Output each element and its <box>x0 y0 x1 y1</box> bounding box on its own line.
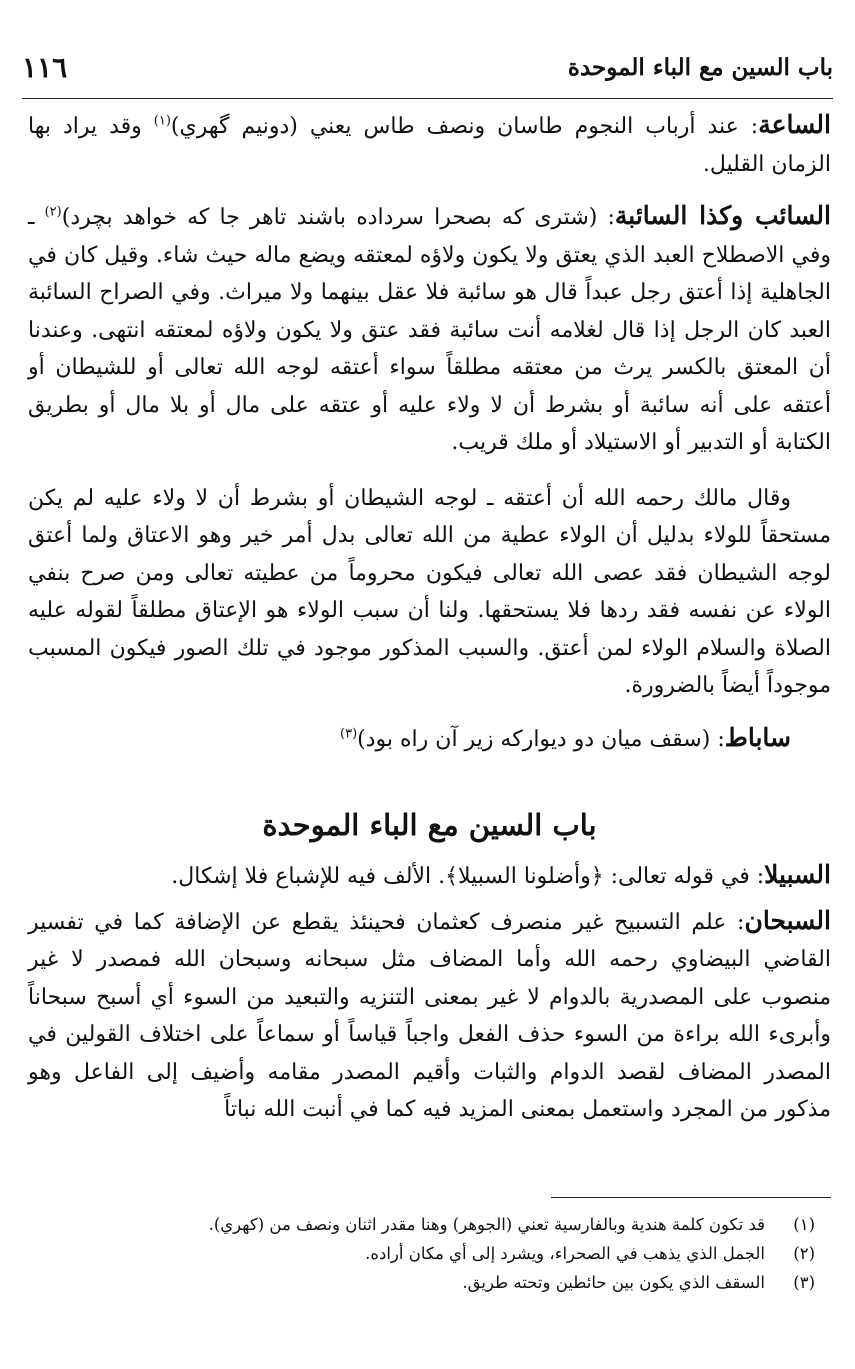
page-header <box>22 36 833 99</box>
entry-term: ساباط <box>724 722 791 752</box>
footnote-text: قد تكون كلمة هندية وبالفارسية تعني (الجوهر) وهنا مقدر اثنان ونصف من (كهري). <box>208 1215 765 1234</box>
footnote-ref: (٢) <box>44 204 62 220</box>
entry-text: وقد يراد بها الزمان القليل. <box>28 114 831 177</box>
malik-paragraph: وقال مالك رحمه الله أن أعتقه ـ لوجه الشيطان أو بشرط أن لا ولاء عليه لم يكن مستحقاً للولاء بدليل أن الولاء عطية من الله تعالى بدل أمر خير وهو الاعتاق ولما أعتق لوجه الشيطان فقد عصى الله تعالى فيكون محروماً من عطيته تعالى ومن صرح بنفي الولاء عن نفسه فقد ردها فلا يستحقها. ولنا أن سبب الولاء هو الإعتاق مطلقاً لقوله عليه الصلاة والسلام الولاء لمن أعتق. والسبب المذكور موجود في تلك الصور فيكون المسبب موجوداً أيضاً بالضرورة. <box>28 485 831 698</box>
page-number: ١١٦ <box>22 50 68 84</box>
footnote-number: (٢) <box>793 1244 815 1263</box>
entry-saib <box>28 197 831 462</box>
entry-text: : (سقف ميان دو ديواركه زير آن راه بود) <box>357 726 725 752</box>
footnote-item <box>28 1239 815 1268</box>
footnote-item <box>28 1210 815 1239</box>
entry-saa <box>28 106 831 183</box>
page-body <box>28 106 831 1129</box>
entry-text: : علم التسبيح غير منصرف كعثمان فحينئذ يقطع عن الإضافة كما في تفسير القاضي البيضاوي رحمه الله وأما المضاف مثل سبحانه وسبحان الله فمصدر لا غير منصوب على المصدرية بالدوام لا غير بمعنى التنزيه والتبعيد من السوء أي أسبح سبحاناً وأبرىء الله براءة من السوء حذف الفعل واجباً قياساً أو سماعاً على اختلاف القولين في المصدر المضاف لقصد الدوام والثبات وأقيم المصدر مقامه وأضيف إلى الفاعل وهو مذكور من المجرد واستعمل بمعنى المزيد فيه كما في أنبت الله نباتاً <box>28 909 831 1122</box>
entry-text: : (شترى كه بصحرا سرداده باشند تاهر جا كه خواهد بچرد) <box>61 205 615 230</box>
entry-term: الساعة <box>758 110 831 139</box>
footnote-ref: (١) <box>153 113 171 129</box>
footnote-text: السقف الذي يكون بين حائطين وتحته طريق. <box>462 1273 765 1292</box>
entry-sabila <box>28 856 831 896</box>
footnotes <box>28 1210 815 1297</box>
footnote-divider <box>551 1197 831 1198</box>
section-heading: باب السين مع الباء الموحدة <box>262 808 597 842</box>
entry-text: : عند أرباب النجوم طاسان ونصف طاس يعني (دونيم گهري) <box>170 114 759 139</box>
footnote-item <box>28 1268 815 1297</box>
entry-text: ـ وفي الاصطلاح العبد الذي يعتق ولا يكون ولاؤه لمعتقه ويضع ماله حيث شاء. وقيل كان في الجاهلية إذا أعتق رجل عبداً قال هو سائبة فلا عقل بينهما ولا ميراث. وفي الصراح السائبة العبد كان الرجل إذا قال لغلامه أنت سائبة فقد عتق ولا يكون ولاؤه لمعتقه انتهى. وعندنا أن المعتق بالكسر يرث من معتقه مطلقاً سواء أعتقه لوجه الله تعالى أو للشيطان أو أعتقه على أنه سائبة أو بشرط أن لا ولاء عليه أو عتقه على مال أو بلا مال أو بطريق الكتابة أو التدبير أو الاستيلاد أو ملك قريب. <box>28 205 831 455</box>
entry-subhan <box>28 902 831 1129</box>
footnote-text: الجمل الذي يذهب في الصحراء، ويشرد إلى أي مكان أراده. <box>365 1244 765 1263</box>
entry-term: السائب وكذا السائبة <box>614 201 831 230</box>
footnote-number: (٣) <box>793 1273 815 1292</box>
entry-sabat <box>28 719 831 759</box>
entry-term: السبحان <box>744 905 831 935</box>
footnote-ref: (٣) <box>340 726 358 742</box>
running-title: باب السين مع الباء الموحدة <box>567 53 833 81</box>
entry-term: السبيلا <box>764 860 831 889</box>
entry-text: : في قوله تعالى: ﴿وأضلونا السبيلا﴾. الألف فيه للإشباع فلا إشكال. <box>171 864 765 889</box>
footnote-number: (١) <box>793 1215 815 1234</box>
